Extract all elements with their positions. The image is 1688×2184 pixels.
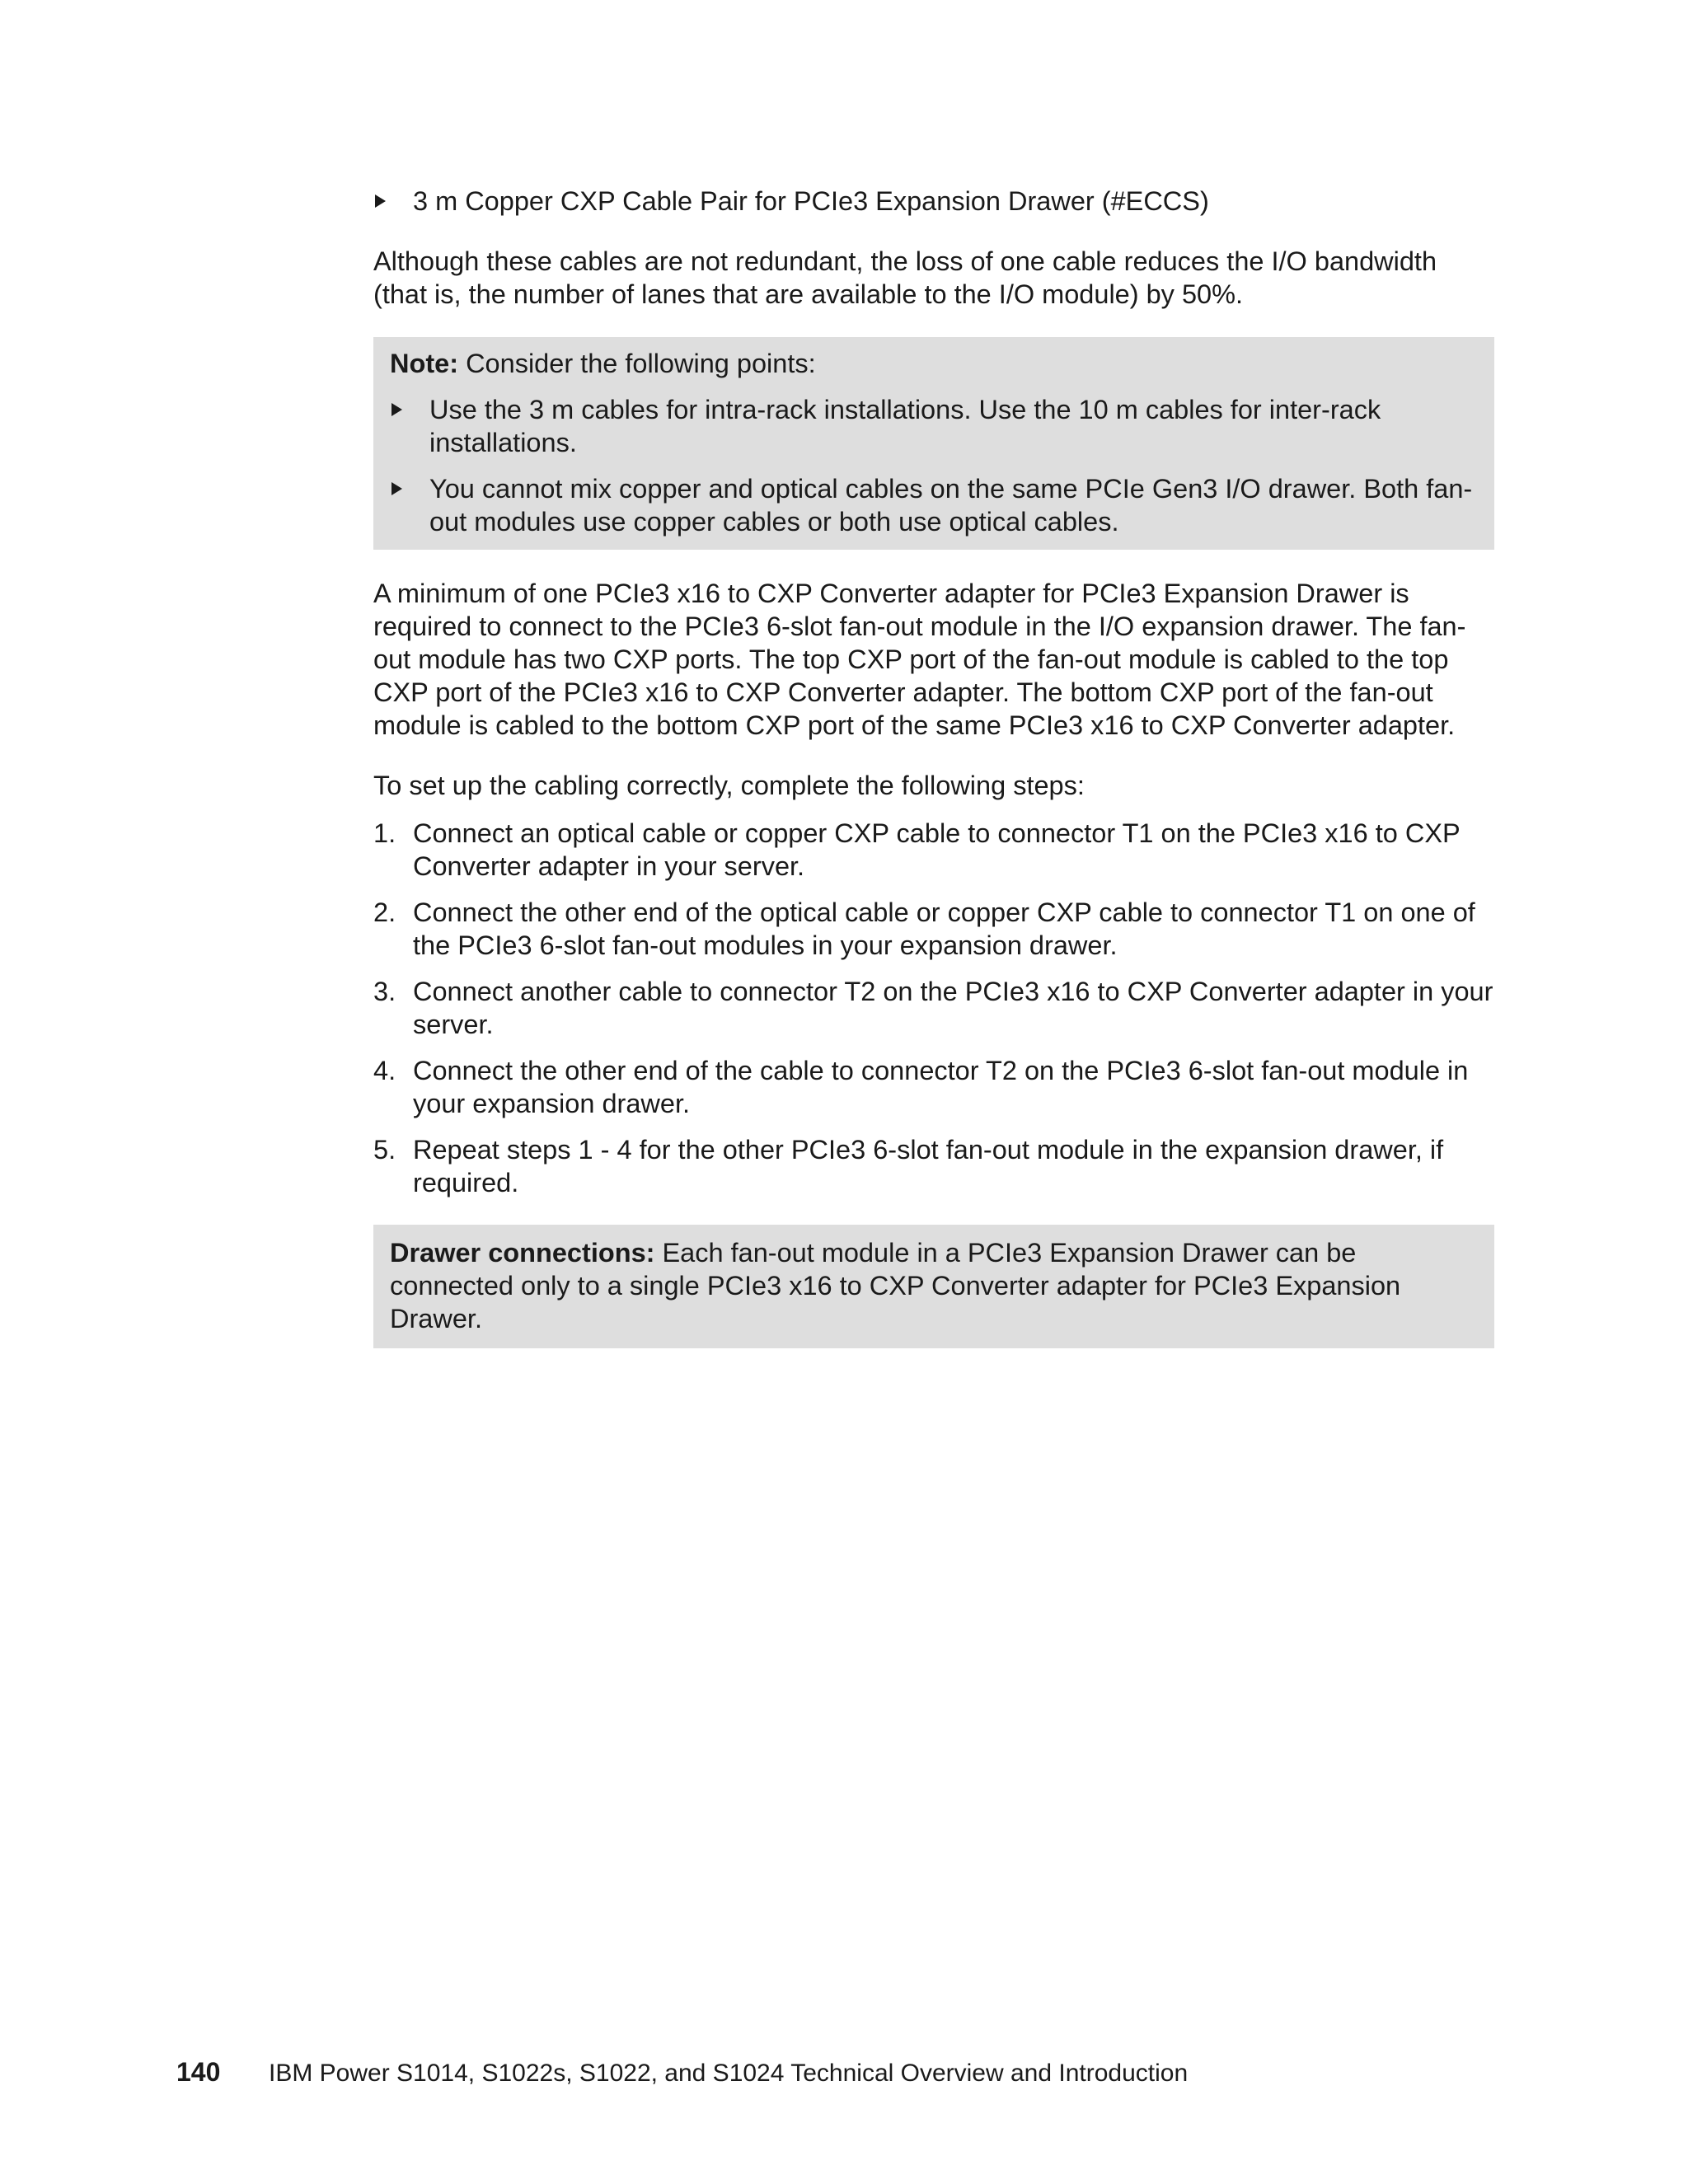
- note-item-text: Use the 3 m cables for intra-rack installations. Use the 10 m cables for inter-rack installations.: [429, 395, 1381, 457]
- page-content: [373, 185, 1494, 1348]
- note-item: [390, 393, 1478, 459]
- list-item: [373, 185, 1494, 218]
- step-number: 5.: [373, 1135, 396, 1165]
- triangle-bullet-icon: [375, 194, 386, 208]
- step-number: 2.: [373, 898, 396, 927]
- paragraph: A minimum of one PCIe3 x16 to CXP Converter adapter for PCIe3 Expansion Drawer is required to connect to the PCIe3 6-slot fan-out module in the I/O expansion drawer. The fan-out module has two CXP ports. The top CXP port of the fan-out module is cabled to the top CXP port of the PCIe3 x16 to CXP Converter adapter. The bottom CXP port of the fan-out module is cabled to the bottom CXP port of the same PCIe3 x16 to CXP Converter adapter.: [373, 579, 1466, 740]
- step-item: [373, 1054, 1494, 1120]
- step-number: 4.: [373, 1056, 396, 1085]
- drawer-note-label: Drawer connections:: [390, 1238, 655, 1268]
- paragraph: To set up the cabling correctly, complete the following steps:: [373, 771, 1085, 800]
- page-number: 140: [176, 2057, 221, 2087]
- drawer-connections-note: [373, 1225, 1494, 1348]
- note-intro: Consider the following points:: [458, 349, 816, 378]
- drawer-note-body: Each fan-out module in a PCIe3 Expansion Drawer can be connected only to a single PCIe3 x16 to CXP Converter adapter for PCIe3 Expansion Drawer.: [390, 1238, 1401, 1333]
- step-item: [373, 975, 1494, 1041]
- step-text: Connect the other end of the cable to connector T2 on the PCIe3 6-slot fan-out module in your expansion drawer.: [413, 1056, 1469, 1118]
- triangle-bullet-icon: [392, 482, 402, 495]
- triangle-bullet-icon: [392, 403, 402, 416]
- book-title: IBM Power S1014, S1022s, S1022, and S1024 Technical Overview and Introduction: [269, 2060, 1189, 2087]
- list-item-text: 3 m Copper CXP Cable Pair for PCIe3 Expansion Drawer (#ECCS): [413, 186, 1209, 216]
- step-item: [373, 1133, 1494, 1199]
- step-text: Connect the other end of the optical cable or copper CXP cable to connector T1 on one of the PCIe3 6-slot fan-out modules in your expansion drawer.: [413, 898, 1475, 960]
- step-text: Connect an optical cable or copper CXP cable to connector T1 on the PCIe3 x16 to CXP Converter adapter in your server.: [413, 818, 1461, 881]
- step-item: [373, 817, 1494, 883]
- note-item: [390, 472, 1478, 538]
- drawer-note-text: [390, 1236, 1478, 1335]
- step-number: 1.: [373, 818, 396, 848]
- page-footer: [176, 2057, 1188, 2088]
- note-item-text: You cannot mix copper and optical cables on the same PCIe Gen3 I/O drawer. Both fan-out modules use copper cables or both use optical cables.: [429, 474, 1473, 537]
- note-box: [373, 337, 1494, 550]
- step-text: Repeat steps 1 - 4 for the other PCIe3 6-slot fan-out module in the expansion drawer, if required.: [413, 1135, 1444, 1197]
- step-number: 3.: [373, 977, 396, 1006]
- note-heading: [390, 347, 1478, 380]
- steps-list: [373, 817, 1494, 1199]
- step-text: Connect another cable to connector T2 on the PCIe3 x16 to CXP Converter adapter in your server.: [413, 977, 1493, 1039]
- paragraph: Although these cables are not redundant, the loss of one cable reduces the I/O bandwidth (that is, the number of lanes that are available to the I/O module) by 50%.: [373, 246, 1437, 309]
- note-label: Note:: [390, 349, 459, 378]
- step-item: [373, 896, 1494, 962]
